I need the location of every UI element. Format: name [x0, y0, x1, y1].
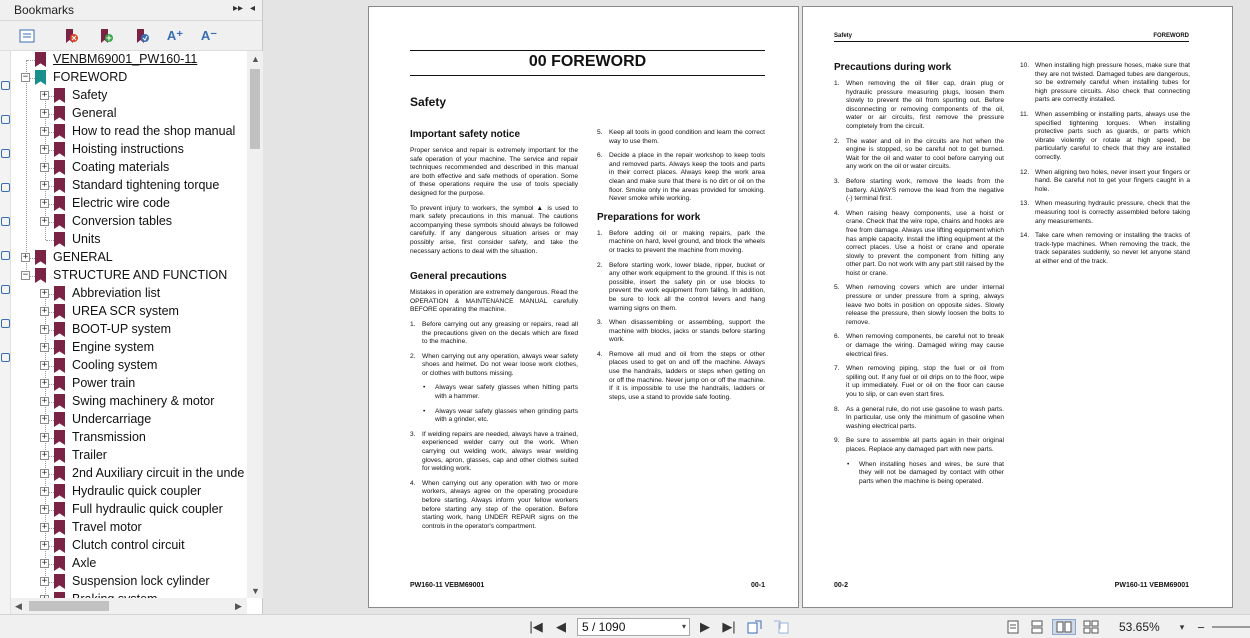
expand-icon[interactable]: + — [22, 252, 29, 262]
list-item — [410, 321, 578, 347]
page-number-input[interactable] — [577, 618, 690, 636]
list-text: When disassembling or assembling, support the machine with blocks, jacks or stands before starting work. — [609, 319, 765, 344]
zoom-out-button[interactable]: − — [1197, 619, 1205, 635]
bookmark-label: Standard tightening torque — [72, 178, 220, 192]
list-item — [834, 284, 1004, 327]
status-bar — [0, 614, 1250, 638]
page-footer-right: PW160-11 VEBM69001 — [1114, 582, 1189, 589]
bookmark-icon — [54, 232, 65, 247]
list-text: When removing covers which are under internal pressure or under pressure from a spring, always leave two bolts in position on opposite sides. Slowly release the pressure, then slowly loosen the bolts to remove. — [846, 284, 1004, 326]
bookmarks-panel — [0, 0, 263, 614]
list-text: Be sure to assemble all parts again in their original places. Replace any damaged part with new parts. — [846, 437, 1004, 453]
expand-icon[interactable]: + — [41, 90, 48, 100]
right-column — [1020, 62, 1190, 272]
general-items — [410, 321, 578, 379]
bookmarks-toolbar — [0, 21, 262, 51]
general-heading: General precautions — [410, 271, 507, 283]
list-item — [834, 406, 1004, 432]
list-marker: 1. — [834, 80, 840, 87]
list-marker: 11. — [1020, 110, 1029, 118]
important-paragraph-1: Proper service and repair is extremely important for the safe operation of your machine. The service and repair techniques recommended and described in this manual are both effective and safe methods of operation. Some of these operations require the use of tools specially designed for the purpose. — [410, 147, 578, 197]
links-panel-icon[interactable] — [1, 217, 10, 226]
bookmark-item[interactable] — [11, 285, 247, 303]
bookmark-item[interactable] — [11, 555, 247, 573]
list-item — [1020, 169, 1190, 195]
bookmark-icon — [54, 196, 65, 211]
bookmark-icon — [54, 358, 65, 373]
bookmark-item[interactable] — [11, 159, 247, 177]
panel-title: Bookmarks — [14, 3, 75, 17]
list-marker: 3. — [834, 177, 840, 185]
bookmark-item[interactable] — [11, 411, 247, 429]
page-number-value: 5 / 1090 — [582, 620, 626, 634]
list-marker: 6. — [834, 333, 840, 341]
bookmark-item[interactable] — [11, 357, 247, 375]
expand-icon[interactable]: + — [41, 324, 48, 334]
bookmark-label: General — [72, 106, 117, 120]
list-text: Before adding oil or making repairs, park the machine on hard, level ground, and block the wheels or tracks to prevent the machine from moving. — [609, 229, 765, 254]
list-item — [597, 129, 765, 146]
expand-icon[interactable]: + — [41, 180, 48, 190]
page-footer-left: 00-2 — [834, 582, 849, 589]
precautions-bullet — [834, 461, 1004, 487]
security-panel-icon[interactable] — [1, 319, 10, 328]
expand-icon[interactable]: + — [41, 414, 48, 424]
expand-icon[interactable]: + — [41, 198, 48, 208]
list-item — [834, 333, 1004, 359]
list-item — [1020, 232, 1190, 266]
search-panel-icon[interactable] — [1, 353, 10, 362]
page-footer-left: PW160-11 VEBM69001 — [410, 582, 485, 589]
bookmark-icon — [54, 286, 65, 301]
vertical-scroll-thumb[interactable] — [250, 69, 260, 149]
bookmark-item[interactable] — [11, 393, 247, 411]
list-item — [410, 431, 578, 474]
expand-icon[interactable]: + — [41, 486, 48, 496]
list-text: When installing high pressure hoses, make sure that they are not twisted. Damaged tubes are dangerous, so be extremely careful when installing tubes for high pressure circuits. Also check that connecting parts are correctly installed. — [1035, 62, 1190, 104]
bookmark-item[interactable] — [11, 447, 247, 465]
bookmark-label: VENBM69001_PW160-11 — [53, 52, 198, 66]
bookmark-label: How to read the shop manual — [72, 124, 236, 138]
bookmark-label: FOREWORD — [53, 70, 128, 84]
bookmark-item[interactable] — [11, 303, 247, 321]
list-item — [1020, 111, 1190, 163]
bookmark-item[interactable] — [11, 213, 247, 231]
bookmark-icon — [54, 322, 65, 337]
bookmark-icon — [35, 52, 46, 67]
bookmark-label: Hydraulic quick coupler — [72, 484, 202, 498]
bookmark-item[interactable] — [11, 105, 247, 123]
bookmark-icon — [35, 70, 46, 85]
bookmark-item[interactable] — [11, 69, 247, 87]
list-item — [834, 210, 1004, 279]
general-items-2 — [410, 431, 578, 532]
list-item — [597, 152, 765, 204]
list-item — [834, 138, 1004, 172]
bookmark-icon — [54, 340, 65, 355]
bookmark-icon — [54, 430, 65, 445]
list-marker: 8. — [834, 405, 840, 413]
bookmark-icon — [54, 412, 65, 427]
list-text: If welding repairs are needed, always have a trained, experienced welder carry out the work. When carrying out welding work, always wear welding gloves, apron, glasses, cap and other clothes suited for welding work. — [422, 430, 578, 473]
bookmark-icon — [35, 250, 46, 265]
list-text: When removing components, be careful not to break or damage the wiring. Damaged wiring may cause electrical fires. — [846, 333, 1004, 358]
list-text: As a general rule, do not use gasoline to wash parts. In particular, use only the minimum of gasoline when washing electrical parts. — [846, 405, 1004, 430]
list-marker: 5. — [597, 129, 603, 136]
bookmark-item[interactable] — [11, 87, 247, 105]
bookmark-icon — [54, 160, 65, 175]
pages-panel-icon[interactable] — [1, 81, 10, 90]
list-item — [834, 80, 1004, 132]
decrease-font-icon[interactable]: A⁻ — [200, 28, 218, 43]
bookmark-icon — [54, 466, 65, 481]
expand-icon[interactable]: + — [41, 144, 48, 154]
previous-page-button[interactable]: ◀ — [556, 619, 566, 634]
list-item — [834, 178, 1004, 204]
bookmark-item[interactable] — [11, 501, 247, 519]
bookmark-icon — [54, 574, 65, 589]
list-text: Before starting work, lower blade, ripper, bucket or any other work equipment to the ground. If this is not possible, insert the safety pin or use blocks to prevent the work equipment from falling. In addition, be sure to lock all the control levers and hang warning signs on them. — [609, 261, 765, 312]
general-bullets — [410, 384, 578, 424]
bookmark-label: Coating materials — [72, 160, 170, 174]
scroll-right-icon[interactable]: ▶ — [235, 601, 242, 611]
horizontal-scroll-thumb[interactable] — [29, 601, 109, 611]
expand-icon[interactable]: + — [41, 162, 48, 172]
bookmark-icon — [54, 214, 65, 229]
scroll-up-icon[interactable]: ▲ — [251, 54, 260, 64]
bookmark-vertical-scrollbar[interactable] — [247, 51, 263, 598]
list-marker: 3. — [410, 430, 416, 438]
expand-icon[interactable]: + — [41, 576, 48, 586]
bookmark-icon — [54, 448, 65, 463]
bookmark-item[interactable] — [11, 321, 247, 339]
list-marker: 7. — [834, 365, 840, 373]
bookmark-item[interactable] — [11, 123, 247, 141]
prep-heading: Preparations for work — [597, 211, 701, 223]
list-text: When carrying out any operation, always wear safety shoes and helmet. Do not wear loose work clothes, or clothes with buttons missing. — [422, 352, 578, 377]
bookmark-properties-icon[interactable] — [131, 26, 153, 46]
list-marker: 4. — [834, 209, 840, 217]
list-marker: 12. — [1020, 168, 1030, 176]
bookmark-item[interactable] — [11, 177, 247, 195]
expand-icon[interactable]: + — [41, 306, 48, 316]
bookmark-label: Abbreviation list — [72, 286, 161, 300]
list-item — [1020, 62, 1190, 105]
bookmark-icon — [54, 124, 65, 139]
bookmark-label: Trailer — [72, 448, 107, 462]
list-text: Decide a place in the repair workshop to keep tools and removed parts. Always keep the tools and parts in their correct places. Always keep the work area clean and make sure that there is no dirt or oil on the floor. Smoke only in the areas provided for smoking. Never smoke while working. — [609, 152, 765, 203]
list-item — [834, 437, 1004, 454]
bookmark-label: Hoisting instructions — [72, 142, 184, 156]
list-marker: 4. — [597, 350, 603, 358]
continuous-facing-view-icon[interactable] — [1082, 619, 1100, 635]
precautions-heading: Precautions during work — [834, 62, 952, 73]
bookmark-item[interactable] — [11, 51, 247, 69]
expand-icon[interactable]: + — [41, 288, 48, 298]
annotations-panel-icon[interactable] — [1, 183, 10, 192]
list-marker: 2. — [597, 261, 603, 269]
list-marker: 14. — [1020, 232, 1030, 240]
list-text: Keep all tools in good condition and learn the correct way to use them. — [609, 129, 765, 145]
bookmark-label: 2nd Auxiliary circuit in the unde — [72, 466, 245, 480]
document-page-right — [802, 6, 1233, 608]
header-rule — [834, 41, 1189, 42]
list-text: When installing hoses and wires, be sure that they will not be damaged by contact with other parts when the machine is being operated. — [859, 460, 1004, 485]
expand-icon[interactable]: + — [41, 432, 48, 442]
title-rule — [410, 75, 765, 76]
delete-bookmark-icon[interactable] — [60, 26, 82, 46]
bookmark-icon — [35, 268, 46, 283]
list-item — [597, 262, 765, 314]
go-forward-view-icon[interactable] — [771, 619, 791, 635]
list-text: When assembling or installing parts, always use the specified tightening torques. When installing protective parts such as guards, or parts which vibrate violently or rotate at high speed, be particularly careful to check that they are installed correctly. — [1035, 110, 1190, 161]
bullet-item — [834, 461, 1004, 487]
add-bookmark-icon[interactable] — [95, 26, 117, 46]
precautions-items — [834, 80, 1004, 455]
bookmark-item[interactable] — [11, 195, 247, 213]
list-item — [410, 353, 578, 379]
important-paragraph-2: To prevent injury to workers, the symbol ▲ is used to mark safety precautions in this manual. The cautions accompanying these symbols should always be followed carefully. If any dangerous situation arises or may possibly arise, first consider safety, and take the necessary actions to deal with the situation. — [410, 204, 578, 255]
important-heading: Important safety notice — [410, 129, 521, 140]
expand-icon[interactable]: + — [41, 540, 48, 550]
panel-collapse-icon[interactable]: ◂ — [250, 3, 256, 14]
list-marker: 6. — [597, 152, 603, 160]
list-item — [597, 230, 765, 256]
go-back-view-icon[interactable] — [745, 619, 765, 635]
bookmark-label: Full hydraulic quick coupler — [72, 502, 223, 516]
bookmark-item[interactable] — [11, 483, 247, 501]
bookmark-tree — [11, 51, 247, 598]
bookmark-icon — [54, 304, 65, 319]
running-header-right: FOREWORD — [1153, 33, 1189, 39]
list-text: Always wear safety glasses when grinding parts with a grinder, etc. — [435, 407, 578, 424]
bookmark-item[interactable] — [11, 375, 247, 393]
bookmark-label: Axle — [72, 556, 97, 570]
bookmark-label: Swing machinery & motor — [72, 394, 215, 408]
list-marker: 1. — [410, 320, 416, 328]
scroll-down-icon[interactable]: ▼ — [251, 586, 260, 596]
list-marker: 1. — [597, 229, 603, 237]
bookmark-item[interactable] — [11, 519, 247, 537]
list-text: Before carrying out any greasing or repairs, read all the precautions given on the decals which are fixed to the machine. — [422, 320, 578, 346]
collapse-icon[interactable]: − — [22, 270, 29, 280]
bookmark-item[interactable] — [11, 231, 247, 249]
expand-icon[interactable]: + — [41, 504, 48, 514]
bookmark-icon — [54, 556, 65, 571]
list-marker: • — [423, 407, 426, 415]
facing-view-icon[interactable] — [1052, 619, 1076, 635]
list-text: Take care when removing or installing the tracks of track-type machines. When removing the track, the track separates suddenly, so never let anyone stand at either end of the track. — [1035, 232, 1190, 265]
list-marker: 2. — [410, 352, 416, 360]
right-column — [597, 129, 765, 408]
continuous-view-icon[interactable] — [1028, 619, 1046, 635]
list-marker: • — [423, 384, 426, 392]
bookmark-label: Units — [72, 232, 101, 246]
list-marker: 5. — [834, 284, 840, 292]
bookmark-options-icon[interactable] — [16, 26, 38, 46]
list-marker: 13. — [1020, 200, 1030, 208]
bookmark-label: Safety — [72, 88, 108, 102]
bookmark-item[interactable] — [11, 267, 247, 285]
bookmark-icon — [54, 178, 65, 193]
list-text: When aligning two holes, never insert your fingers or hand. Be careful not to get your fingers caught in a hole. — [1035, 168, 1190, 193]
bookmark-label: BOOT-UP system — [72, 322, 172, 336]
bookmark-label: Electric wire code — [72, 196, 170, 210]
expand-icon[interactable]: + — [41, 378, 48, 388]
bookmark-label: Undercarriage — [72, 412, 152, 426]
list-item — [834, 365, 1004, 399]
bookmark-label: Suspension lock cylinder — [72, 574, 210, 588]
bookmark-icon — [54, 106, 65, 121]
next-page-button[interactable]: ▶ — [700, 619, 710, 634]
last-page-button[interactable]: ▶| — [722, 619, 736, 634]
list-text: Before starting work, remove the leads from the battery. ALWAYS remove the lead from the negative (-) terminal first. — [846, 177, 1004, 203]
layers-panel-icon[interactable] — [1, 115, 10, 124]
bookmark-label: Conversion tables — [72, 214, 173, 228]
list-marker: 9. — [834, 437, 840, 445]
list-item — [1020, 200, 1190, 226]
bookmark-item[interactable] — [11, 573, 247, 591]
left-column — [834, 62, 1004, 492]
bookmark-item[interactable] — [11, 429, 247, 447]
bookmark-label: Transmission — [72, 430, 146, 444]
bookmark-item[interactable] — [11, 339, 247, 357]
expand-icon[interactable]: + — [41, 342, 48, 352]
list-text: When carrying out any operation with two or more workers, always agree on the operating procedure before starting. Always inform your fellow workers before starting any step of the operation. Before starting work, hang UNDER REPAIR signs on the controls in the operator's compartment. — [422, 479, 578, 530]
page-footer-right: 00-1 — [750, 582, 765, 589]
expand-icon[interactable]: + — [41, 450, 48, 460]
bookmark-label: Clutch control circuit — [72, 538, 185, 552]
expand-icon[interactable]: + — [41, 216, 48, 226]
list-item — [597, 351, 765, 403]
list-marker: • — [847, 460, 850, 468]
list-item — [410, 480, 578, 532]
comments-panel-icon[interactable] — [1, 285, 10, 294]
first-page-button[interactable]: |◀ — [529, 619, 543, 634]
right-col-items — [597, 129, 765, 204]
scroll-left-icon[interactable]: ◀ — [15, 601, 22, 611]
list-marker: 2. — [834, 137, 840, 145]
bookmark-item[interactable] — [11, 249, 247, 267]
list-marker: 10. — [1020, 62, 1030, 69]
expand-icon[interactable]: + — [41, 558, 48, 568]
list-text: When removing the oil filler cap, drain plug or hydraulic pressure measuring plugs, loosen them slowly to prevent the oil from spurting out. Before disconnecting or removing components of the oil, water or air circuits, first remove the pressure completely from the circuit. — [846, 80, 1004, 130]
running-header-left: Safety — [834, 33, 853, 39]
bookmark-icon — [54, 394, 65, 409]
bookmark-icon — [54, 88, 65, 103]
list-marker: 4. — [410, 479, 416, 487]
expand-icon[interactable]: + — [41, 360, 48, 370]
list-text: Remove all mud and oil from the steps or other places used to get on and off the machine. Always use the handrails, ladders or steps when getting on or off the machine. Never jump on or off the machine. If it is impossible to use the handrails, ladders or steps, use a stand to provide safe footing. — [609, 350, 765, 401]
bookmark-icon — [54, 520, 65, 535]
bookmark-label: Cooling system — [72, 358, 158, 372]
list-marker: 3. — [597, 319, 603, 327]
bookmark-label: GENERAL — [53, 250, 113, 264]
bookmark-icon — [54, 484, 65, 499]
chapter-title: 00 FOREWORD — [528, 53, 647, 70]
bookmark-label: STRUCTURE AND FUNCTION — [53, 268, 228, 282]
attachments-panel-icon[interactable] — [1, 149, 10, 158]
bookmark-icon — [54, 538, 65, 553]
bookmark-icon — [54, 376, 65, 391]
list-item — [597, 319, 765, 345]
increase-font-icon[interactable]: A⁺ — [166, 28, 184, 43]
list-text: When raising heavy components, use a hoist or crane. Check that the wire rope, chains and hooks are free from damage. Always use lifting equipment which has ample capacity. Install the lifting equipment at the correct places. Use a hoist or crane and operate slowly to prevent the component from hitting any other part. Do not work with any part still raised by the hoist or crane. — [846, 209, 1004, 277]
bookmark-item[interactable] — [11, 537, 247, 555]
bullet-item — [410, 408, 578, 425]
section-title: Safety — [410, 95, 447, 109]
collapse-icon[interactable]: − — [22, 72, 29, 82]
page-dropdown-icon[interactable]: ▾ — [681, 622, 686, 631]
signatures-panel-icon[interactable] — [1, 251, 10, 260]
expand-icon[interactable]: + — [41, 126, 48, 136]
left-column — [410, 129, 578, 537]
side-icon-strip — [0, 51, 11, 614]
prep-items — [597, 230, 765, 403]
panel-options-icon[interactable]: ▸▸ — [233, 3, 244, 14]
list-text: The water and oil in the circuits are hot when the engine is stopped, so be careful not to get burned. Wait for the oil and water to cool before carrying out any work on the oil or water circuits. — [846, 137, 1004, 171]
bullet-item — [410, 384, 578, 401]
bookmark-label: UREA SCR system — [72, 304, 179, 318]
precautions-items-right — [1020, 62, 1190, 266]
zoom-dropdown-icon[interactable]: ▾ — [1179, 621, 1185, 632]
list-text: Always wear safety glasses when hitting parts with a hammer. — [435, 384, 578, 401]
expand-icon[interactable]: + — [41, 108, 48, 118]
bookmark-item[interactable] — [11, 465, 247, 483]
bookmark-icon — [54, 142, 65, 157]
bookmark-label: Power train — [72, 376, 136, 390]
bookmarks-panel-header — [0, 0, 262, 21]
expand-icon[interactable]: + — [41, 522, 48, 532]
zoom-level: 53.65% — [1119, 620, 1160, 634]
list-text: When removing piping, stop the fuel or oil from spilling out. If any fuel or oil drips on to the floor, wipe it up immediately. Fuel or oil on the floor can cause you to slip, or can even start fires. — [846, 365, 1004, 398]
bookmark-label: Engine system — [72, 340, 154, 354]
bookmark-horizontal-scrollbar[interactable] — [11, 598, 247, 614]
expand-icon[interactable]: + — [41, 396, 48, 406]
document-page-left — [368, 6, 799, 608]
single-page-view-icon[interactable] — [1004, 619, 1022, 635]
expand-icon[interactable]: + — [41, 468, 48, 478]
bookmark-item[interactable] — [11, 141, 247, 159]
general-intro: Mistakes in operation are extremely dangerous. Read the OPERATION & MAINTENANCE MANUAL carefully BEFORE operating the machine. — [410, 289, 578, 314]
title-rule — [410, 50, 765, 51]
list-text: When measuring hydraulic pressure, check that the measuring tool is correctly assembled before taking any measurements. — [1035, 200, 1190, 225]
zoom-slider[interactable] — [1212, 626, 1250, 628]
bookmark-icon — [54, 502, 65, 517]
bookmark-label: Travel motor — [72, 520, 142, 534]
